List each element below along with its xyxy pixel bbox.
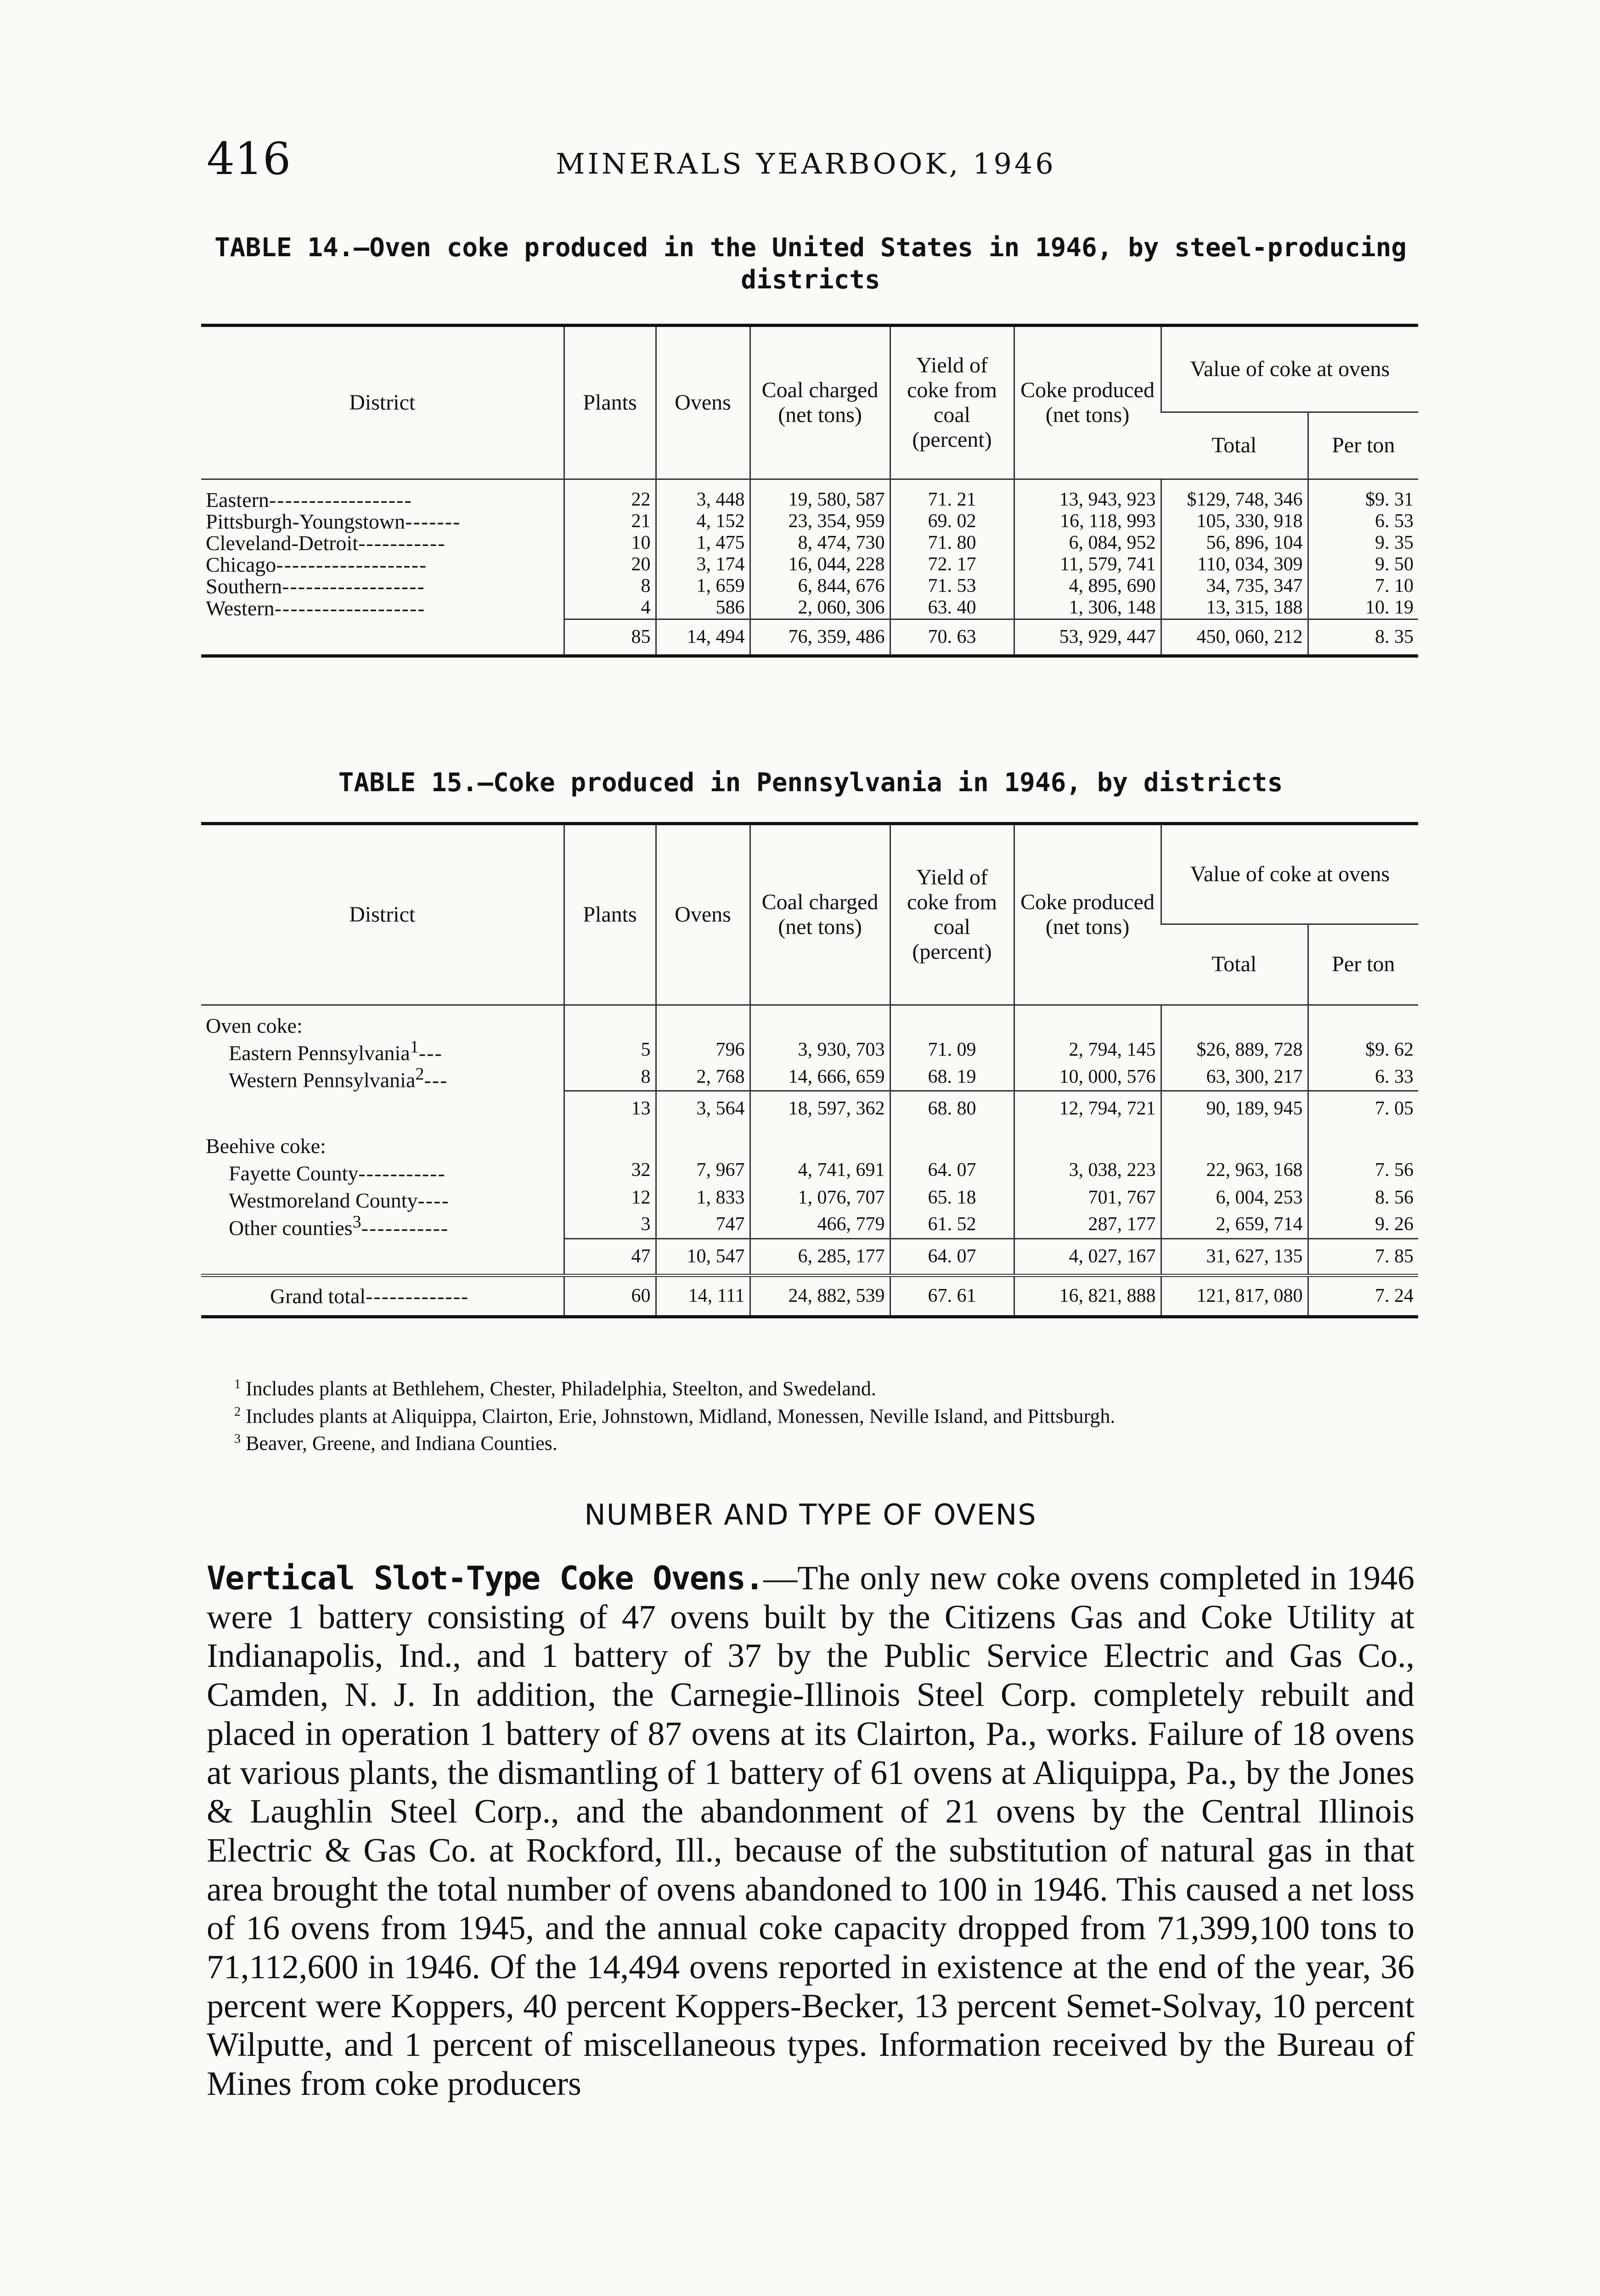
t14-header-coke: Coke produced (net tons) (1014, 326, 1161, 479)
ovens-cell: 3, 448 (656, 489, 750, 511)
table14-caption: TABLE 14.—Oven coke produced in the United States in 1946, by steel-producing districts (214, 233, 1407, 295)
table-row: Fayette County----------- 32 7, 967 4, 741, 691 64. 07 3, 038, 223 22, 963, 168 7. 56 (201, 1157, 1418, 1184)
table-row: Western------------------- 4 586 2, 060, 306 63. 40 1, 306, 148 13, 315, 188 10. 19 (201, 597, 1418, 619)
yield-cell: 67. 61 (890, 1275, 1014, 1317)
value-per-ton-cell: 7. 05 (1308, 1091, 1418, 1126)
coke-cell: 16, 118, 993 (1014, 511, 1161, 532)
total-row (201, 619, 1418, 656)
value-total-cell: 2, 659, 714 (1161, 1211, 1308, 1238)
ovens-cell: 586 (656, 597, 750, 619)
table-row: Pittsburgh-Youngstown------- 21 4, 152 23, 354, 959 69. 02 16, 118, 993 105, 330, 918 6. 53 (201, 511, 1418, 532)
plants-cell: 47 (564, 1238, 656, 1275)
t15-header-yield: Yield of coke from coal (percent) (890, 824, 1014, 1005)
coke-cell: 1, 306, 148 (1014, 597, 1161, 619)
ovens-cell: 796 (656, 1036, 750, 1064)
coke-cell: 6, 084, 952 (1014, 532, 1161, 554)
value-per-ton-cell: 7. 56 (1308, 1157, 1418, 1184)
district-name: Pittsburgh-Youngstown (206, 510, 406, 533)
district-name: Eastern (206, 488, 269, 512)
value-per-ton-cell: 6. 33 (1308, 1064, 1418, 1091)
coke-cell: 4, 027, 167 (1014, 1238, 1161, 1275)
plants-cell: 21 (564, 511, 656, 532)
value-total-cell: 13, 315, 188 (1161, 597, 1308, 619)
table-row: Westmoreland County---- 12 1, 833 1, 076, 707 65. 18 701, 767 6, 004, 253 8. 56 (201, 1184, 1418, 1211)
subtotal-row (201, 1238, 1418, 1275)
ovens-cell: 14, 111 (656, 1275, 750, 1317)
yield-cell: 68. 80 (890, 1091, 1014, 1126)
coal-cell: 19, 580, 587 (750, 489, 890, 511)
paragraph-text: —The only new coke ovens completed in 1946 were 1 battery consisting of 47 ovens built by the Citizens Gas and Coke Utility at Indianapolis, Ind., and 1 battery of 37 by the Public Service Electric and Gas Co., Camden, N. J. In addition, the Carnegie-Illinois Steel Corp. completely rebuilt and placed in operation 1 battery of 87 ovens at its Clairton, Pa., works. Failure of 18 ovens at various plants, the dismantling of 1 battery of 61 ovens at Aliquippa, Pa., by the Jones & Laughlin Steel Corp., and the abandonment of 21 ovens by the Central Illinois Electric & Gas Co. at Rockford, Ill., because of the substitution of natural gas in that area brought the total number of ovens abandoned to 100 in 1946. This caused a net loss of 16 ovens from 1945, and the annual coke capacity dropped from 71,399,100 tons to 71,112,600 in 1946. Of the 14,494 ovens reported in existence at the end of the year, 36 percent were Koppers, 40 percent Koppers-Becker, 13 percent Semet-Solvay, 10 percent Wilputte, and 1 percent of miscellaneous types. Information received by the Bureau of Mines from coke producers (207, 1559, 1414, 2103)
t14-header-per-ton: Per ton (1308, 412, 1418, 479)
plants-cell: 85 (564, 619, 656, 656)
t14-header-plants: Plants (564, 326, 656, 479)
value-total-cell: $129, 748, 346 (1161, 489, 1308, 511)
table15 (201, 822, 1418, 1318)
coke-cell: 16, 821, 888 (1014, 1275, 1161, 1317)
footnote: $^3$ Beaver, Greene, and Indiana Counties. (234, 1432, 558, 1455)
value-per-ton-cell: $9. 31 (1308, 489, 1418, 511)
t14-header-total: Total (1161, 412, 1308, 479)
value-per-ton-cell: 8. 35 (1308, 619, 1418, 656)
t15-header-district: District (201, 824, 564, 1005)
yield-cell: 68. 19 (890, 1064, 1014, 1091)
district-name: Cleveland-Detroit (206, 531, 359, 555)
plants-cell: 22 (564, 489, 656, 511)
coal-cell: 6, 844, 676 (750, 575, 890, 597)
table15-caption: TABLE 15.—Coke produced in Pennsylvania in 1946, by districts (338, 768, 1283, 798)
coke-cell: 11, 579, 741 (1014, 554, 1161, 575)
page-header (207, 133, 1401, 197)
coke-cell: 12, 794, 721 (1014, 1091, 1161, 1126)
table14 (201, 324, 1418, 658)
coke-cell: 4, 895, 690 (1014, 575, 1161, 597)
value-total-cell: 105, 330, 918 (1161, 511, 1308, 532)
yield-cell: 64. 07 (890, 1238, 1014, 1275)
coal-cell: 8, 474, 730 (750, 532, 890, 554)
yield-cell: 71. 09 (890, 1036, 1014, 1064)
yield-cell: 63. 40 (890, 597, 1014, 619)
coal-cell: 24, 882, 539 (750, 1275, 890, 1317)
district-name: Western (206, 596, 275, 620)
value-total-cell: 31, 627, 135 (1161, 1238, 1308, 1275)
district-name: Westmoreland County (229, 1188, 418, 1212)
value-total-cell: 110, 034, 309 (1161, 554, 1308, 575)
coke-cell: 53, 929, 447 (1014, 619, 1161, 656)
runin-heading: Vertical Slot-Type Coke Ovens. (207, 1559, 764, 1597)
coke-cell: 13, 943, 923 (1014, 489, 1161, 511)
coal-cell: 1, 076, 707 (750, 1184, 890, 1211)
district-name: Chicago (206, 553, 276, 576)
coal-cell: 18, 597, 362 (750, 1091, 890, 1126)
page-number: 416 (207, 133, 291, 185)
running-title: MINERALS YEARBOOK, 1946 (556, 147, 1056, 180)
plants-cell: 5 (564, 1036, 656, 1064)
footnotes (207, 1373, 1414, 1455)
value-total-cell: 56, 896, 104 (1161, 532, 1308, 554)
yield-cell: 71. 53 (890, 575, 1014, 597)
value-per-ton-cell: 10. 19 (1308, 597, 1418, 619)
coke-cell: 10, 000, 576 (1014, 1064, 1161, 1091)
grand-total-label: Grand total (270, 1284, 366, 1308)
t14-header-ovens: Ovens (656, 326, 750, 479)
beehive-coke-label: Beehive coke: (206, 1134, 326, 1158)
yield-cell: 65. 18 (890, 1184, 1014, 1211)
value-per-ton-cell: 9. 35 (1308, 532, 1418, 554)
coal-cell: 16, 044, 228 (750, 554, 890, 575)
t15-header-ovens: Ovens (656, 824, 750, 1005)
district-name: Southern (206, 574, 282, 598)
ovens-cell: 747 (656, 1211, 750, 1238)
ovens-cell: 1, 659 (656, 575, 750, 597)
value-per-ton-cell: 6. 53 (1308, 511, 1418, 532)
footnote: $^1$ Includes plants at Bethlehem, Chester, Philadelphia, Steelton, and Swedeland. (234, 1377, 876, 1400)
value-per-ton-cell: 8. 56 (1308, 1184, 1418, 1211)
t15-header-total: Total (1161, 924, 1308, 1005)
ovens-cell: 1, 833 (656, 1184, 750, 1211)
value-per-ton-cell: 7. 85 (1308, 1238, 1418, 1275)
table-row: Eastern Pennsylvania$^1$--- 5 796 3, 930, 703 71. 09 2, 794, 145 $26, 889, 728 $9. 62 (201, 1036, 1418, 1064)
table-row: Chicago------------------- 20 3, 174 16, 044, 228 72. 17 11, 579, 741 110, 034, 309 9. 50 (201, 554, 1418, 575)
yield-cell: 72. 17 (890, 554, 1014, 575)
value-total-cell: 450, 060, 212 (1161, 619, 1308, 656)
plants-cell: 10 (564, 532, 656, 554)
value-per-ton-cell: $9. 62 (1308, 1036, 1418, 1064)
plants-cell: 8 (564, 1064, 656, 1091)
value-total-cell: $26, 889, 728 (1161, 1036, 1308, 1064)
value-total-cell: 121, 817, 080 (1161, 1275, 1308, 1317)
coke-cell: 3, 038, 223 (1014, 1157, 1161, 1184)
yield-cell: 64. 07 (890, 1157, 1014, 1184)
coke-cell: 701, 767 (1014, 1184, 1161, 1211)
plants-cell: 12 (564, 1184, 656, 1211)
ovens-cell: 4, 152 (656, 511, 750, 532)
ovens-cell: 1, 475 (656, 532, 750, 554)
table-row: Eastern------------------ 22 3, 448 19, 580, 587 71. 21 13, 943, 923 $129, 748, 346 $9. 31 (201, 489, 1418, 511)
district-name: Fayette County (229, 1161, 359, 1185)
body-paragraph (207, 1559, 1414, 2104)
plants-cell: 4 (564, 597, 656, 619)
t15-header-per-ton: Per ton (1308, 924, 1418, 1005)
group-label-row (201, 1015, 1418, 1036)
t14-header-yield: Yield of coke from coal (percent) (890, 326, 1014, 479)
coal-cell: 4, 741, 691 (750, 1157, 890, 1184)
value-per-ton-cell: 7. 10 (1308, 575, 1418, 597)
value-total-cell: 63, 300, 217 (1161, 1064, 1308, 1091)
t15-header-coke: Coke produced (net tons) (1014, 824, 1161, 1005)
subtotal-row (201, 1091, 1418, 1126)
value-total-cell: 22, 963, 168 (1161, 1157, 1308, 1184)
district-name: Other counties (229, 1216, 353, 1240)
oven-coke-label: Oven coke: (206, 1014, 303, 1037)
table-row: Cleveland-Detroit----------- 10 1, 475 8, 474, 730 71. 80 6, 084, 952 56, 896, 104 9. 35 (201, 532, 1418, 554)
plants-cell: 3 (564, 1211, 656, 1238)
coal-cell: 14, 666, 659 (750, 1064, 890, 1091)
plants-cell: 32 (564, 1157, 656, 1184)
value-total-cell: 90, 189, 945 (1161, 1091, 1308, 1126)
plants-cell: 60 (564, 1275, 656, 1317)
ovens-cell: 7, 967 (656, 1157, 750, 1184)
t15-header-coal: Coal charged (net tons) (750, 824, 890, 1005)
coal-cell: 2, 060, 306 (750, 597, 890, 619)
value-per-ton-cell: 7. 24 (1308, 1275, 1418, 1317)
table-row: Western Pennsylvania$^2$--- 8 2, 768 14, 666, 659 68. 19 10, 000, 576 63, 300, 217 6. 33 (201, 1064, 1418, 1091)
t14-header-value: Value of coke at ovens (1161, 326, 1418, 412)
coke-cell: 2, 794, 145 (1014, 1036, 1161, 1064)
yield-cell: 70. 63 (890, 619, 1014, 656)
t14-header-district: District (201, 326, 564, 479)
coal-cell: 23, 354, 959 (750, 511, 890, 532)
coal-cell: 6, 285, 177 (750, 1238, 890, 1275)
value-total-cell: 6, 004, 253 (1161, 1184, 1308, 1211)
t14-header-coal: Coal charged (net tons) (750, 326, 890, 479)
coal-cell: 466, 779 (750, 1211, 890, 1238)
grand-total-row: Grand total------------- 60 14, 111 24, 882, 539 67. 61 16, 821, 888 121, 817, 080 7. 24 (201, 1275, 1418, 1317)
coal-cell: 3, 930, 703 (750, 1036, 890, 1064)
value-per-ton-cell: 9. 50 (1308, 554, 1418, 575)
t15-header-plants: Plants (564, 824, 656, 1005)
coal-cell: 76, 359, 486 (750, 619, 890, 656)
yield-cell: 71. 21 (890, 489, 1014, 511)
ovens-cell: 10, 547 (656, 1238, 750, 1275)
ovens-cell: 2, 768 (656, 1064, 750, 1091)
table-row: Southern------------------ 8 1, 659 6, 844, 676 71. 53 4, 895, 690 34, 735, 347 7. 10 (201, 575, 1418, 597)
value-total-cell: 34, 735, 347 (1161, 575, 1308, 597)
yield-cell: 69. 02 (890, 511, 1014, 532)
yield-cell: 71. 80 (890, 532, 1014, 554)
group-label-row (201, 1135, 1418, 1157)
value-per-ton-cell: 9. 26 (1308, 1211, 1418, 1238)
ovens-cell: 3, 174 (656, 554, 750, 575)
coke-cell: 287, 177 (1014, 1211, 1161, 1238)
section-heading: NUMBER AND TYPE OF OVENS (584, 1498, 1037, 1531)
district-name: Eastern Pennsylvania (229, 1041, 410, 1065)
plants-cell: 20 (564, 554, 656, 575)
footnote: $^2$ Includes plants at Aliquippa, Clairton, Erie, Johnstown, Midland, Monessen, Neville Island, and Pittsburgh. (234, 1404, 1115, 1428)
ovens-cell: 14, 494 (656, 619, 750, 656)
t15-header-value: Value of coke at ovens (1161, 824, 1418, 924)
yield-cell: 61. 52 (890, 1211, 1014, 1238)
district-name: Western Pennsylvania (229, 1068, 416, 1092)
plants-cell: 13 (564, 1091, 656, 1126)
plants-cell: 8 (564, 575, 656, 597)
ovens-cell: 3, 564 (656, 1091, 750, 1126)
table-row: Other counties$^3$----------- 3 747 466, 779 61. 52 287, 177 2, 659, 714 9. 26 (201, 1211, 1418, 1238)
